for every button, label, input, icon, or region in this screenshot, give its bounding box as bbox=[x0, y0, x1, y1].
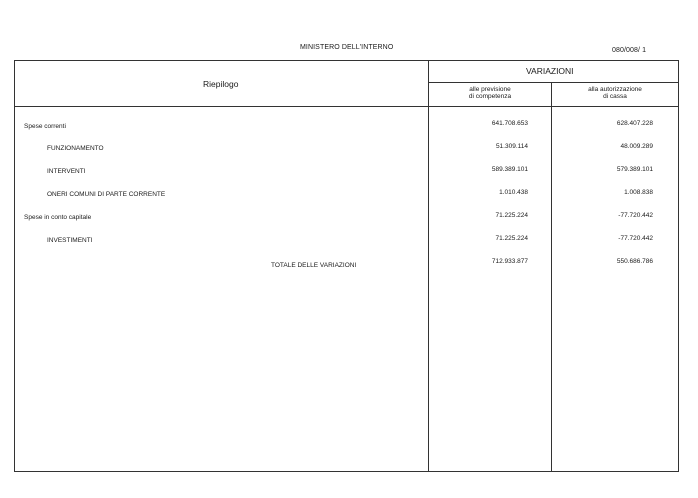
variazioni-header: VARIAZIONI bbox=[526, 66, 574, 76]
row-cassa: -77.720.442 bbox=[618, 212, 653, 219]
header-bottom-line bbox=[14, 106, 679, 107]
row-competenza: 51.309.114 bbox=[495, 143, 528, 150]
row-cassa: 579.389.101 bbox=[616, 166, 653, 173]
header-divider bbox=[428, 82, 679, 83]
column-divider bbox=[551, 82, 552, 472]
column-divider bbox=[428, 60, 429, 472]
row-competenza: 71.225.224 bbox=[495, 235, 528, 242]
col-cassa-header-line1: alla autorizzazione bbox=[588, 86, 642, 93]
riepilogo-header: Riepilogo bbox=[203, 79, 239, 89]
row-competenza: 641.708.653 bbox=[491, 120, 528, 127]
row-label: Spese correnti bbox=[24, 123, 66, 130]
ministry-title: MINISTERO DELL'INTERNO bbox=[300, 44, 394, 51]
row-competenza: 589.389.101 bbox=[491, 166, 528, 173]
total-label: TOTALE DELLE VARIAZIONI bbox=[271, 262, 357, 269]
row-cassa: 1.008.838 bbox=[624, 189, 653, 196]
col-cassa-header-line2: di cassa bbox=[603, 93, 627, 100]
row-competenza: 71.225.224 bbox=[495, 212, 528, 219]
row-label: FUNZIONAMENTO bbox=[47, 145, 104, 152]
total-cassa: 550.686.786 bbox=[616, 258, 653, 265]
col-competenza-header bbox=[430, 86, 550, 100]
row-competenza: 1.010.438 bbox=[499, 189, 528, 196]
row-label: INTERVENTI bbox=[47, 168, 86, 175]
col-cassa-header bbox=[553, 86, 677, 100]
row-cassa: -77.720.442 bbox=[618, 235, 653, 242]
row-label: INVESTIMENTI bbox=[47, 237, 93, 244]
row-label: ONERI COMUNI DI PARTE CORRENTE bbox=[47, 191, 166, 198]
col-competenza-header-line1: alle previsione bbox=[469, 86, 511, 93]
total-competenza: 712.933.877 bbox=[491, 258, 528, 265]
row-cassa: 48.009.289 bbox=[620, 143, 653, 150]
row-cassa: 628.407.228 bbox=[616, 120, 653, 127]
col-competenza-header-line2: di competenza bbox=[468, 93, 512, 100]
document-number: 080/008/ 1 bbox=[612, 47, 647, 54]
row-label: Spese in conto capitale bbox=[24, 214, 92, 221]
